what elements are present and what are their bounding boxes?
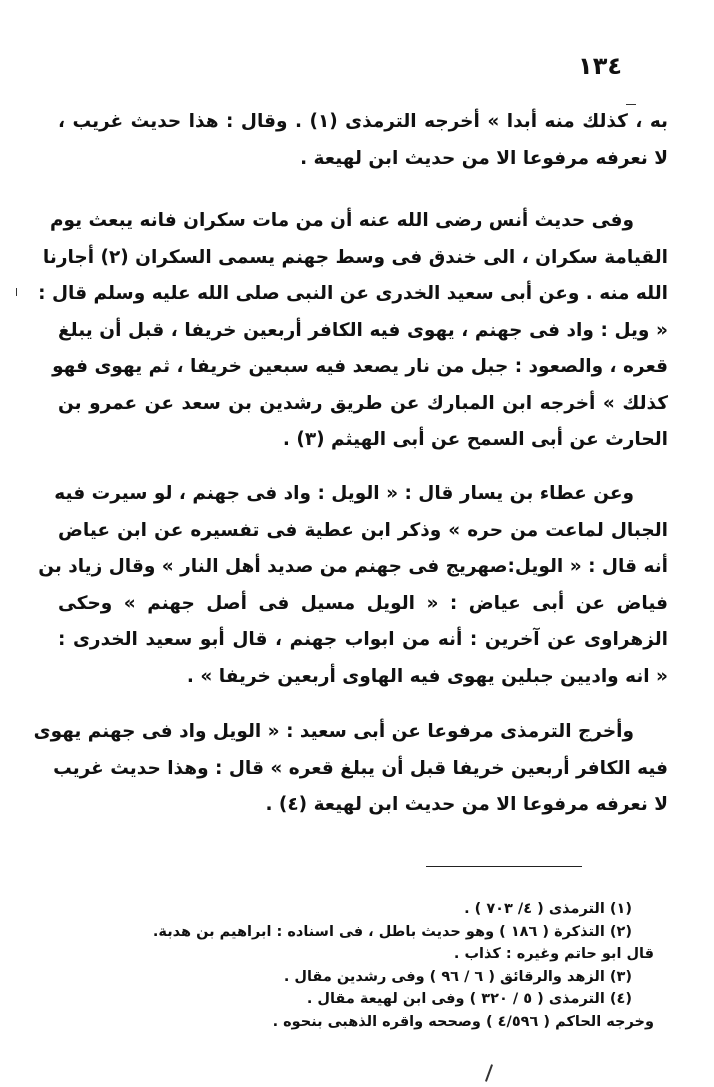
scan-mark <box>626 104 636 105</box>
text-line: فيه الكافر أربعين خريفا قبل أن يبلغ قعره » قال : وهذا حديث غريب <box>53 757 668 779</box>
footnote-continuation: وخرجه الحاكم ( ٤/٥٩٦ ) وصححه واقره الذهبى بنحوه . <box>272 1013 654 1030</box>
text-line: أنه قال : « الويل:صهريج فى جهنم من صديد أهل النار » وقال زياد بن <box>38 556 668 577</box>
text-line: « انه واديين جبلين يهوى فيه الهاوى أربعين خريفا » . <box>186 665 668 687</box>
text-line: « ويل : واد فى جهنم ، يهوى فيه الكافر أربعين خريفا ، قبل أن يبلغ <box>58 319 668 341</box>
footnote-continuation: قال ابو حاتم وغيره : كذاب . <box>453 946 654 962</box>
scan-mark <box>485 1064 493 1082</box>
text-line: قعره ، والصعود : جبل من نار يصعد فيه سبعين خريفا ، ثم يهوى فهو <box>52 356 668 377</box>
text-line: القيامة سكران ، الى خندق فى وسط جهنم يسمى السكران (٢) أجارنا <box>42 246 668 268</box>
page-number: ١٣٤ <box>578 52 622 80</box>
text-line: وأخرج الترمذى مرفوعا عن أبى سعيد : « الويل واد فى جهنم يهوى <box>33 721 634 742</box>
footnote: (١) الترمذى ( ٤/ ٧٠٣ ) . <box>464 901 632 917</box>
text-line: لا نعرفه مرفوعا الا من حديث ابن لهيعة (٤) . <box>265 794 668 815</box>
text-line: الحارث عن أبى السمح عن أبى الهيثم (٣) . <box>282 429 668 450</box>
text-line: فياض عن أبى عياض : « الويل مسيل فى أصل جهنم » وحكى <box>58 592 668 614</box>
text-line: وعن عطاء بن يسار قال : « الويل : واد فى جهنم ، لو سيرت فيه <box>54 483 634 504</box>
text-line: الله منه . وعن أبى سعيد الخدرى عن النبى صلى الله عليه وسلم قال : <box>38 283 668 304</box>
text-line: لا نعرفه مرفوعا الا من حديث ابن لهيعة . <box>300 147 668 169</box>
text-line: الجبال لماعت من حره » وذكر ابن عطية فى تفسيره عن ابن عياض <box>58 519 668 541</box>
footnotes <box>50 898 654 1033</box>
paragraph-4 <box>33 714 668 824</box>
footnote: (٣) الزهد والرقائق ( ٦ / ٩٦ ) وفى رشدين مقال . <box>283 968 632 985</box>
footnote: (٢) التذكرة ( ١٨٦ ) وهو حديث باطل ، فى اسناده : ابراهيم بن هدبة. <box>152 923 632 940</box>
paragraph-3 <box>38 476 668 695</box>
footnote: (٤) الترمذى ( ٥ / ٣٢٠ ) وفى ابن لهيعة مقال . <box>306 991 632 1007</box>
text-line: وفى حديث أنس رضى الله عنه أن من مات سكران فانه يبعث يوم <box>50 210 634 231</box>
text-line: الزهراوى عن آخرين : أنه من ابواب جهنم ، قال أبو سعيد الخدرى : <box>58 629 668 650</box>
text-line: به ، كذلك منه أبدا » أخرجه الترمذى (١) . وقال : هذا حديث غريب ، <box>58 111 669 132</box>
paragraph-2 <box>38 203 668 459</box>
footnote-separator <box>426 866 582 867</box>
paragraph-1 <box>58 104 668 177</box>
text-line: كذلك » أخرجه ابن المبارك عن طريق رشدين بن سعد عن عمرو بن <box>58 392 668 414</box>
scan-mark <box>16 288 17 296</box>
